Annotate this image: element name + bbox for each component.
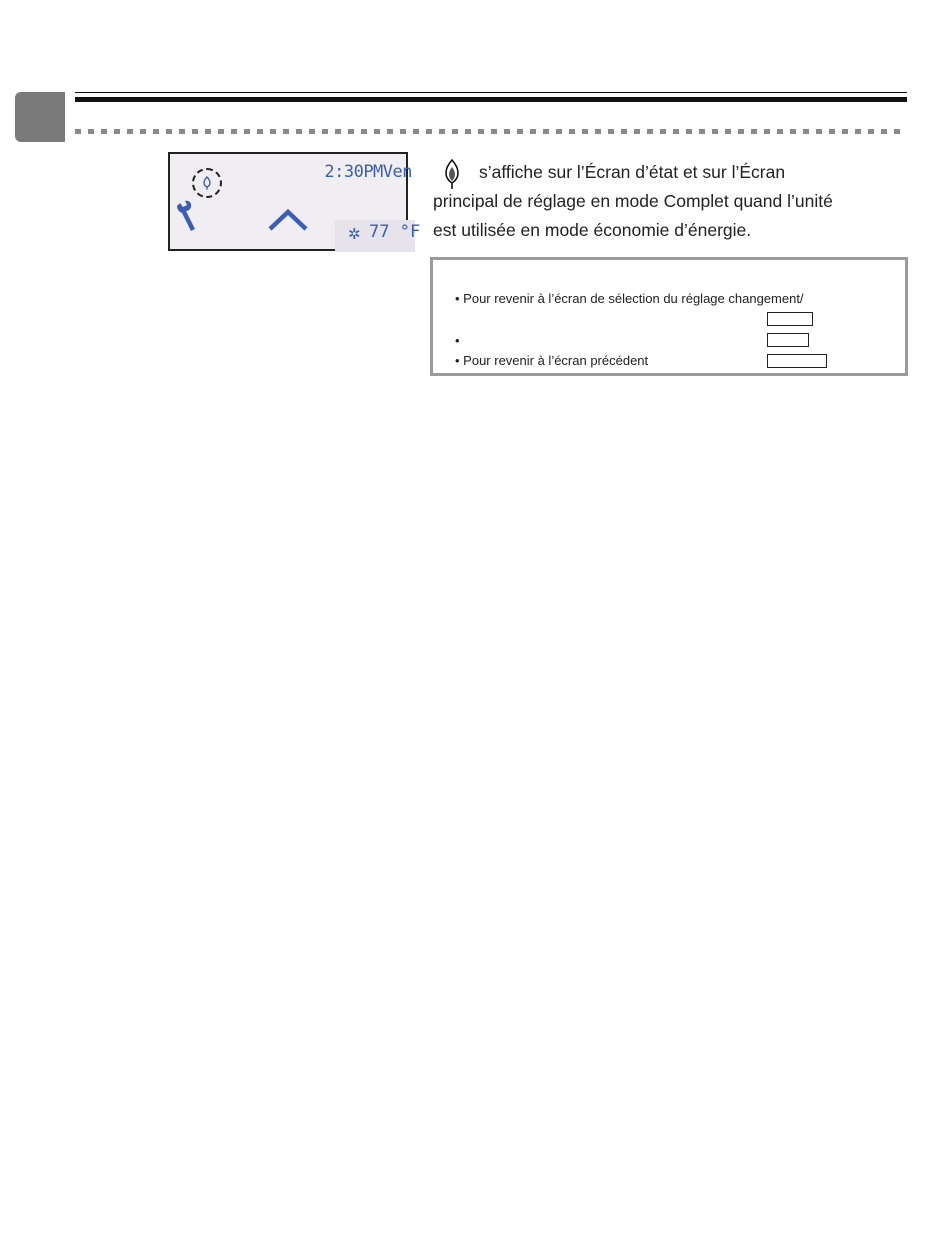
page-tab	[15, 92, 65, 142]
description-line-2: principal de réglage en mode Complet quand l’unité	[433, 191, 833, 211]
header-rule-dotted	[75, 129, 907, 134]
description-line-3: est utilisée en mode économie d’énergie.	[433, 220, 752, 240]
wrench-icon	[176, 200, 200, 234]
eco-leaf-icon	[201, 176, 213, 190]
lcd-clock: 2:30PMVen	[324, 162, 412, 182]
up-arrow-icon	[267, 208, 309, 232]
lcd-temperature: 77 °F	[369, 222, 421, 242]
lcd-screen	[168, 152, 421, 251]
key-box-1	[767, 312, 813, 326]
key-box-2	[767, 333, 809, 347]
note-line-3: • Pour revenir à l’écran précédent	[455, 353, 649, 368]
header-rule-thin	[75, 92, 907, 93]
snowflake-icon: ✲	[348, 226, 361, 243]
note-line-1: • Pour revenir à l’écran de sélection du réglage changement/	[455, 291, 804, 306]
eco-mode-description	[433, 158, 903, 245]
note-box	[430, 257, 908, 376]
note-line-2: •	[455, 333, 460, 348]
key-box-3	[767, 354, 827, 368]
description-line-1: s’affiche sur l’Écran d’état et sur l’Écran	[479, 162, 786, 182]
header-rule-thick	[75, 97, 907, 102]
eco-highlight-circle	[192, 168, 222, 198]
